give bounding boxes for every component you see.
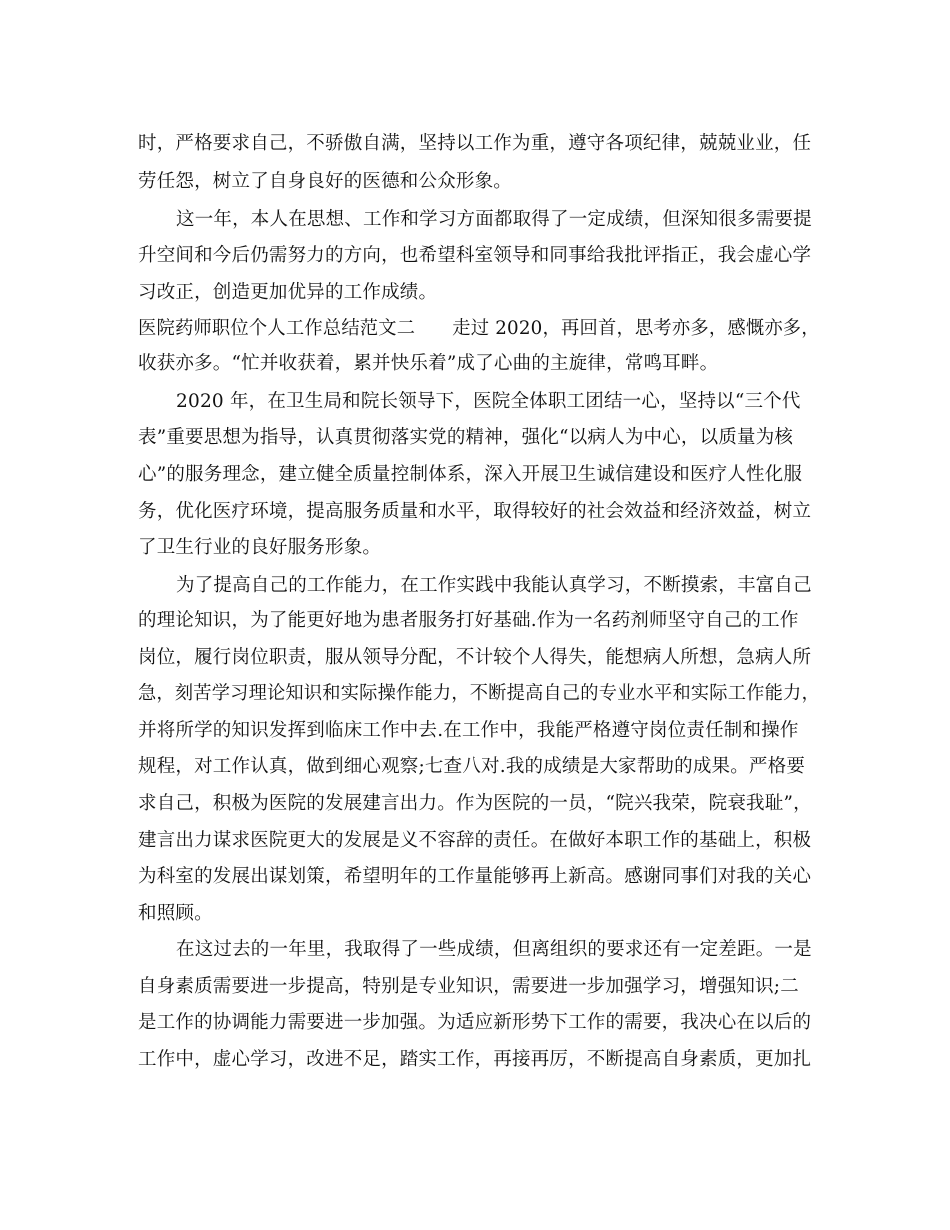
text-line: 升空间和今后仍需努力的方向，也希望科室领导和同事给我批评指正，我会虚心学 — [138, 245, 812, 266]
paragraph-start-line: 在这过去的一年里，我取得了一些成绩，但离组织的要求还有一定差距。一是 — [176, 939, 812, 960]
text-line: 习改正，创造更加优异的工作成绩。 — [138, 282, 438, 303]
section-title-line: 医院药师职位个人工作总结范文二 走过 2020，再回首，思考亦多，感慨亦多， — [138, 318, 820, 339]
text-line: 表”重要思想为指导，认真贯彻落实党的精神，强化“以病人为中心，以质量为核 — [138, 427, 794, 448]
text-line: 是工作的协调能力需要进一步加强。为适应新形势下工作的需要，我决心在以后的 — [138, 1012, 812, 1033]
text-line: 工作中，虚心学习，改进不足，踏实工作，再接再厉，不断提高自身素质，更加扎 — [138, 1049, 812, 1070]
text-line: 并将所学的知识发挥到临床工作中去.在工作中，我能严格遵守岗位责任制和操作 — [138, 720, 799, 741]
text-line: 务，优化医疗环境，提高服务质量和水平，取得较好的社会效益和经济效益，树立 — [138, 501, 812, 522]
text-line: 岗位，履行岗位职责，服从领导分配，不计较个人得失，能想病人所想，急病人所 — [138, 647, 812, 668]
text-line: 了卫生行业的良好服务形象。 — [138, 537, 382, 558]
text-line: 和照顾。 — [138, 903, 213, 924]
paragraph-start-line: 这一年，本人在思想、工作和学习方面都取得了一定成绩，但深知很多需要提 — [176, 209, 812, 230]
text-line: 求自己，积极为医院的发展建言出力。作为医院的一员，“院兴我荣，院衰我耻”， — [138, 793, 812, 814]
text-line: 规程，对工作认真，做到细心观察;七查八对.我的成绩是大家帮助的成果。严格要 — [138, 756, 806, 777]
text-line: 急，刻苦学习理论知识和实际操作能力，不断提高自己的专业水平和实际工作能力， — [138, 683, 820, 704]
text-line: 的理论知识，为了能更好地为患者服务打好基础.作为一名药剂师坚守自己的工作 — [138, 610, 799, 631]
text-line: 建言出力谋求医院更大的发展是义不容辞的责任。在做好本职工作的基础上，积极 — [138, 830, 812, 851]
text-line: 心”的服务理念，建立健全质量控制体系，深入开展卫生诚信建设和医疗人性化服 — [138, 464, 803, 485]
text-line: 时，严格要求自己，不骄傲自满，坚持以工作为重，遵守各项纪律，兢兢业业，任 — [138, 133, 812, 154]
paragraph-start-line: 2020 年，在卫生局和院长领导下，医院全体职工团结一心，坚持以“三个代 — [176, 391, 801, 412]
text-line: 自身素质需要进一步提高，特别是专业知识，需要进一步加强学习，增强知识;二 — [138, 976, 799, 997]
paragraph-start-line: 为了提高自己的工作能力，在工作实践中我能认真学习，不断摸索，丰富自己 — [176, 575, 812, 596]
text-line: 为科室的发展出谋划策，希望明年的工作量能够再上新高。感谢同事们对我的关心 — [138, 866, 812, 887]
text-line: 劳任怨，树立了自身良好的医德和公众形象。 — [138, 171, 513, 192]
text-line: 收获亦多。“忙并收获着，累并快乐着”成了心曲的主旋律，常鸣耳畔。 — [138, 353, 719, 374]
